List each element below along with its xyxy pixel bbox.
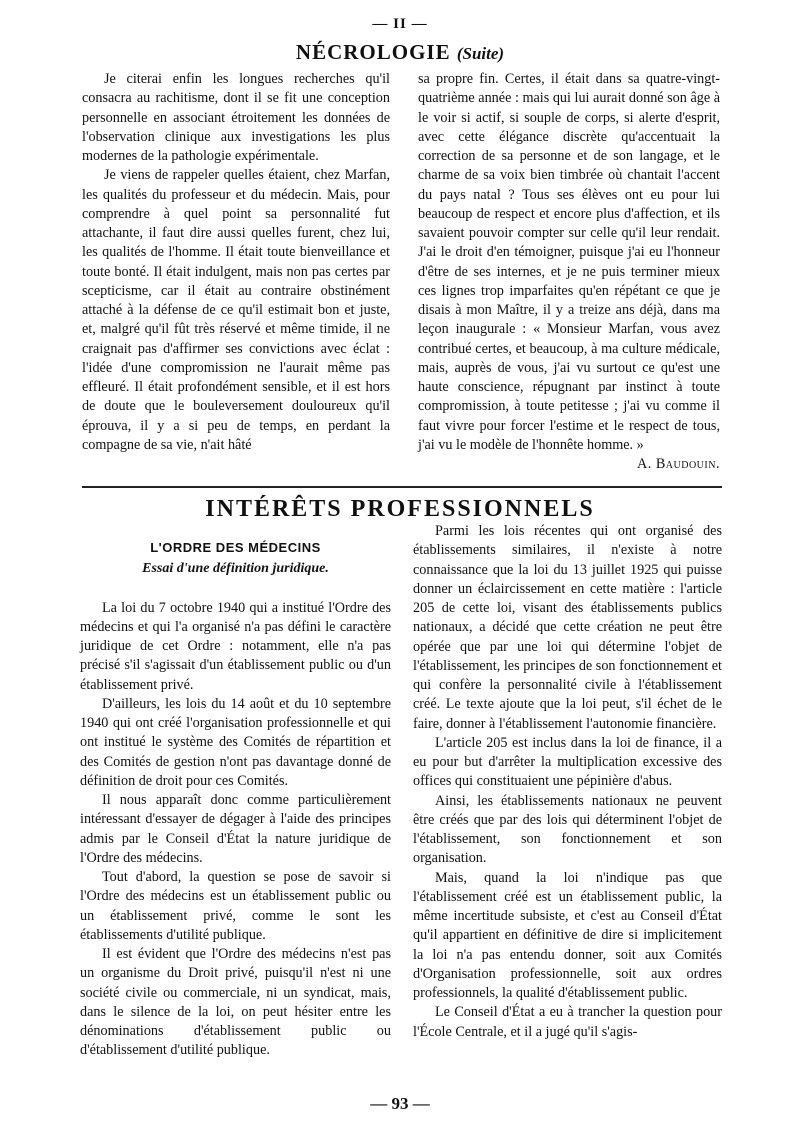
- article-paragraph: Il nous apparaît donc comme particulièrement intéressant d'essayer de dégager à l'aide des principes admis par le Conseil d'État la nature juridique de l'Ordre des médecins.: [80, 792, 391, 866]
- article-paragraph: Le Conseil d'État a eu à trancher la question pour l'École Centrale, et il a jugé qu'il s'agis-: [413, 1004, 722, 1040]
- necrologie-left-column: [82, 70, 390, 455]
- page-number-top: — II —: [372, 16, 428, 32]
- author-signature: A. Baudouin.: [636, 456, 720, 472]
- necrologie-right-column: [418, 70, 720, 474]
- article-paragraph: D'ailleurs, les lois du 14 août et du 10 septembre 1940 qui ont créé l'organisation professionnelle et qui ont institué le système des Comités de répartition et des Comités de gestion n'ont pas davantage donné de définition de droit pour ces Comités.: [80, 695, 391, 789]
- article-paragraph: Ainsi, les établissements nationaux ne peuvent être créés que par des lois qui déterminent l'objet de l'établissement, son fonctionnement et son organisation.: [413, 792, 722, 867]
- interets-heading: INTÉRÊTS PROFESSIONNELS: [205, 496, 595, 522]
- signature-line: [418, 455, 720, 474]
- article-paragraph: La loi du 7 octobre 1940 qui a institué l'Ordre des médecins et qui l'a organisé n'a pas défini le caractère juridique de cet Ordre : notamment, elle n'a pas précisé s'il s'agissait d'un établissement public ou d'un établissement privé.: [80, 599, 391, 693]
- article-paragraph: Tout d'abord, la question se pose de savoir si l'Ordre des médecins est un établissement public ou un établissement privé, comme le sont les établissements d'utilité publique.: [80, 869, 391, 943]
- article-paragraph: Parmi les lois récentes qui ont organisé des établissements similaires, il n'existe à notre connaissance que la loi du 13 juillet 1925 qui puisse donner un éclaircissement en cette matière : l'article 205 de cette loi, visant des établissements publics nationaux, a décidé que cette création ne peut être opérée que par une loi qui détermine l'objet de l'établissement, les principes de son fonctionnement et qui confère la personnalité civile à l'établissement créé. Le texte ajoute que la loi peut, s'il échet de le faire, donner à l'établissement l'autonomie financière.: [413, 523, 722, 732]
- necrologie-paragraph: Je citerai enfin les longues recherches qu'il consacra au rachitisme, dont il se fit une conception personnelle en associant étroitement les données de l'observation clinique aux investigations les plus modernes de la pathologie expérimentale.: [82, 71, 390, 164]
- article-paragraph: Mais, quand la loi n'indique pas que l'établissement créé est un établissement public, la même incertitude subsiste, et c'est au Conseil d'État qu'il appartient en définitive de dire si implicitement la loi n'a pas entendu donner, soit aux Comités d'Organisation professionnelle, soit aux ordres professionnels, la qualité d'établissement public.: [413, 869, 722, 1001]
- necrologie-paragraph: Je viens de rappeler quelles étaient, chez Marfan, les qualités du professeur et du médecin. Mais, pour comprendre à quel point sa personnalité fut attachante, il faut dire aussi quelles furent, chez lui, les qualités de l'homme. Il était toute bienveillance et toute bonté. Il était indulgent, mais non pas certes par scepticisme, car il était au contraire obstinément attaché à la défense de ce qu'il estimait bon et juste, et, malgré qu'il fût très réservé et même timide, il ne craignait pas d'affirmer ses convictions avec éclat : l'idée d'une compromission ne l'aurait même pas effleuré. Il était profondément sensible, et il est hors de doute que le bouleversement douloureux qu'il éprouva, il y a si peu de temps, en perdant la compagne de sa vie, n'ait hâté: [82, 167, 390, 453]
- necrologie-title: NÉCROLOGIE: [295, 40, 451, 64]
- article-title: L'ORDRE DES MÉDECINS: [150, 540, 321, 555]
- necrologie-paragraph: sa propre fin. Certes, il était dans sa quatre-vingt-quatrième année : mais qui lui aurait donné son âge à le voir si actif, si souple de corps, si alerte d'esprit, avec cette élégance discrète qu'accentuait la correction de sa personne et de son langage, et le charme de sa voix bien timbrée où chantait l'accent du pays natal ? Tous ses élèves ont eu pour lui beaucoup de respect et encore plus d'affection, et ils savaient pouvoir compter sur celle qu'il leur rendait. J'ai le droit d'en témoigner, puisque j'ai eu l'honneur d'être de ses internes, et je ne puis terminer mieux ces lignes trop imparfaites qu'en répétant ce que je disais à mon Maître, il y a treize ans déjà, dans ma leçon inaugurale : « Monsieur Marfan, vous avez contribué certes, et beaucoup, à ma culture médicale, mais, auprès de vous, j'ai vu surtout ce qu'est une haute conscience, répugnant par instinct à toute compromission, à toute petitesse ; j'ai vu comme il faut vivre pour forcer l'estime et le respect de tous, j'ai vu le modèle de l'honnête homme. »: [418, 71, 720, 453]
- ordre-right-column: [413, 522, 722, 1042]
- page-number-bottom: — 93 —: [370, 1094, 430, 1113]
- section-divider: [82, 486, 722, 488]
- ordre-left-column: [80, 538, 391, 1061]
- article-paragraph: L'article 205 est inclus dans la loi de finance, il a eu pour but d'arrêter la multiplication excessive des offices qui constituaient une pépinière d'abus.: [413, 734, 722, 790]
- article-subtitle: Essai d'une définition juridique.: [142, 561, 329, 577]
- necrologie-heading: [0, 40, 800, 65]
- article-paragraph: Il est évident que l'Ordre des médecins n'est pas un organisme du Droit privé, puisqu'il n'est ni une société civile ou commerciale, ni un syndicat, mais, dans le silence de la loi, on peut hésiter entre les dénominations d'établissement public ou d'établissement d'utilité publique.: [80, 946, 391, 1059]
- necrologie-suite: (Suite): [456, 44, 505, 63]
